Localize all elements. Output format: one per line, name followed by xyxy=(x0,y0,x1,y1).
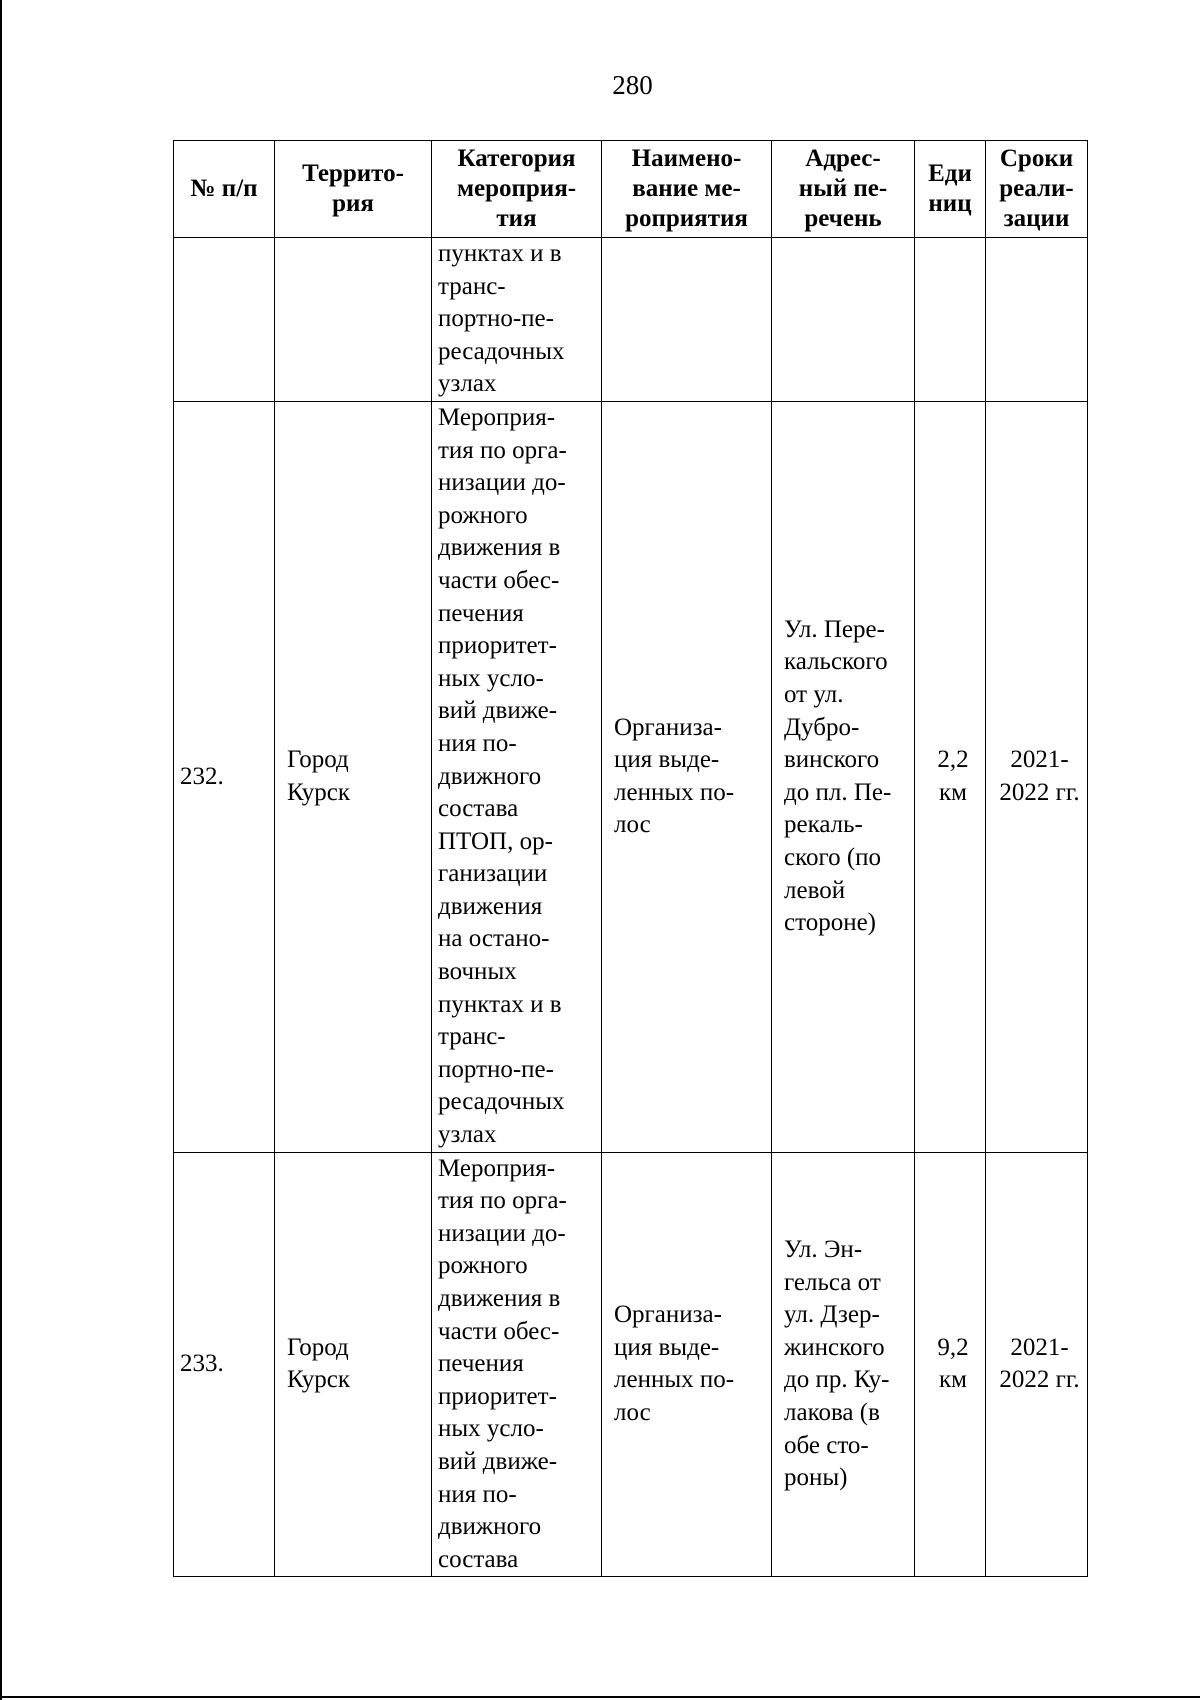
cell-territory: Город Курск xyxy=(275,401,432,1152)
cell-address xyxy=(772,238,915,402)
header-number: № п/п xyxy=(174,141,275,238)
header-category: Категория мероприя- тия xyxy=(432,141,602,238)
cell-name xyxy=(602,238,772,402)
cell-number xyxy=(174,238,275,402)
header-period: Сроки реали- зации xyxy=(986,141,1088,238)
header-address: Адрес- ный пе- речень xyxy=(772,141,915,238)
cell-name: Организа- ция выде- ленных по- лос xyxy=(602,401,772,1152)
cell-period xyxy=(986,238,1088,402)
cell-category: Мероприя- тия по орга- низации до- рожного движения в части обес- печения приоритет- ных усло- вий движе- ния по- движного состава ПТОП, ор- ганизации движения на остано- вочных пунктах и в транс- портно-пе- ресадочных узлах xyxy=(432,401,602,1152)
cell-period: 2021- 2022 гг. xyxy=(986,401,1088,1152)
cell-number: 233. xyxy=(174,1152,275,1577)
cell-period: 2021- 2022 гг. xyxy=(986,1152,1088,1577)
cell-territory xyxy=(275,238,432,402)
header-name: Наимено- вание ме- роприятия xyxy=(602,141,772,238)
cell-name: Организа- ция выде- ленных по- лос xyxy=(602,1152,772,1577)
table-row xyxy=(174,401,1088,1152)
cell-category: пунктах и в транс- портно-пе- ресадочных узлах xyxy=(432,238,602,402)
cell-units: 9,2 км xyxy=(915,1152,986,1577)
scan-left-edge xyxy=(0,0,2,1700)
table-header-row xyxy=(174,141,1088,238)
measures-table xyxy=(173,140,1088,1577)
page-number: 280 xyxy=(612,70,653,100)
cell-address: Ул. Эн- гельса от ул. Дзер- жинского до пр. Ку- лакова (в обе сто- роны) xyxy=(772,1152,915,1577)
cell-units: 2,2 км xyxy=(915,401,986,1152)
cell-address: Ул. Пере- кальского от ул. Дубро- винского до пл. Пе- рекаль- ского (по левой стороне) xyxy=(772,401,915,1152)
table-row xyxy=(174,1152,1088,1577)
cell-units xyxy=(915,238,986,402)
header-units: Еди ниц xyxy=(915,141,986,238)
header-territory: Террито- рия xyxy=(275,141,432,238)
table-row-continuation xyxy=(174,238,1088,402)
scan-bottom-edge xyxy=(0,1696,1200,1698)
cell-number: 232. xyxy=(174,401,275,1152)
cell-territory: Город Курск xyxy=(275,1152,432,1577)
cell-category: Мероприя- тия по орга- низации до- рожного движения в части обес- печения приоритет- ных усло- вий движе- ния по- движного состава xyxy=(432,1152,602,1577)
